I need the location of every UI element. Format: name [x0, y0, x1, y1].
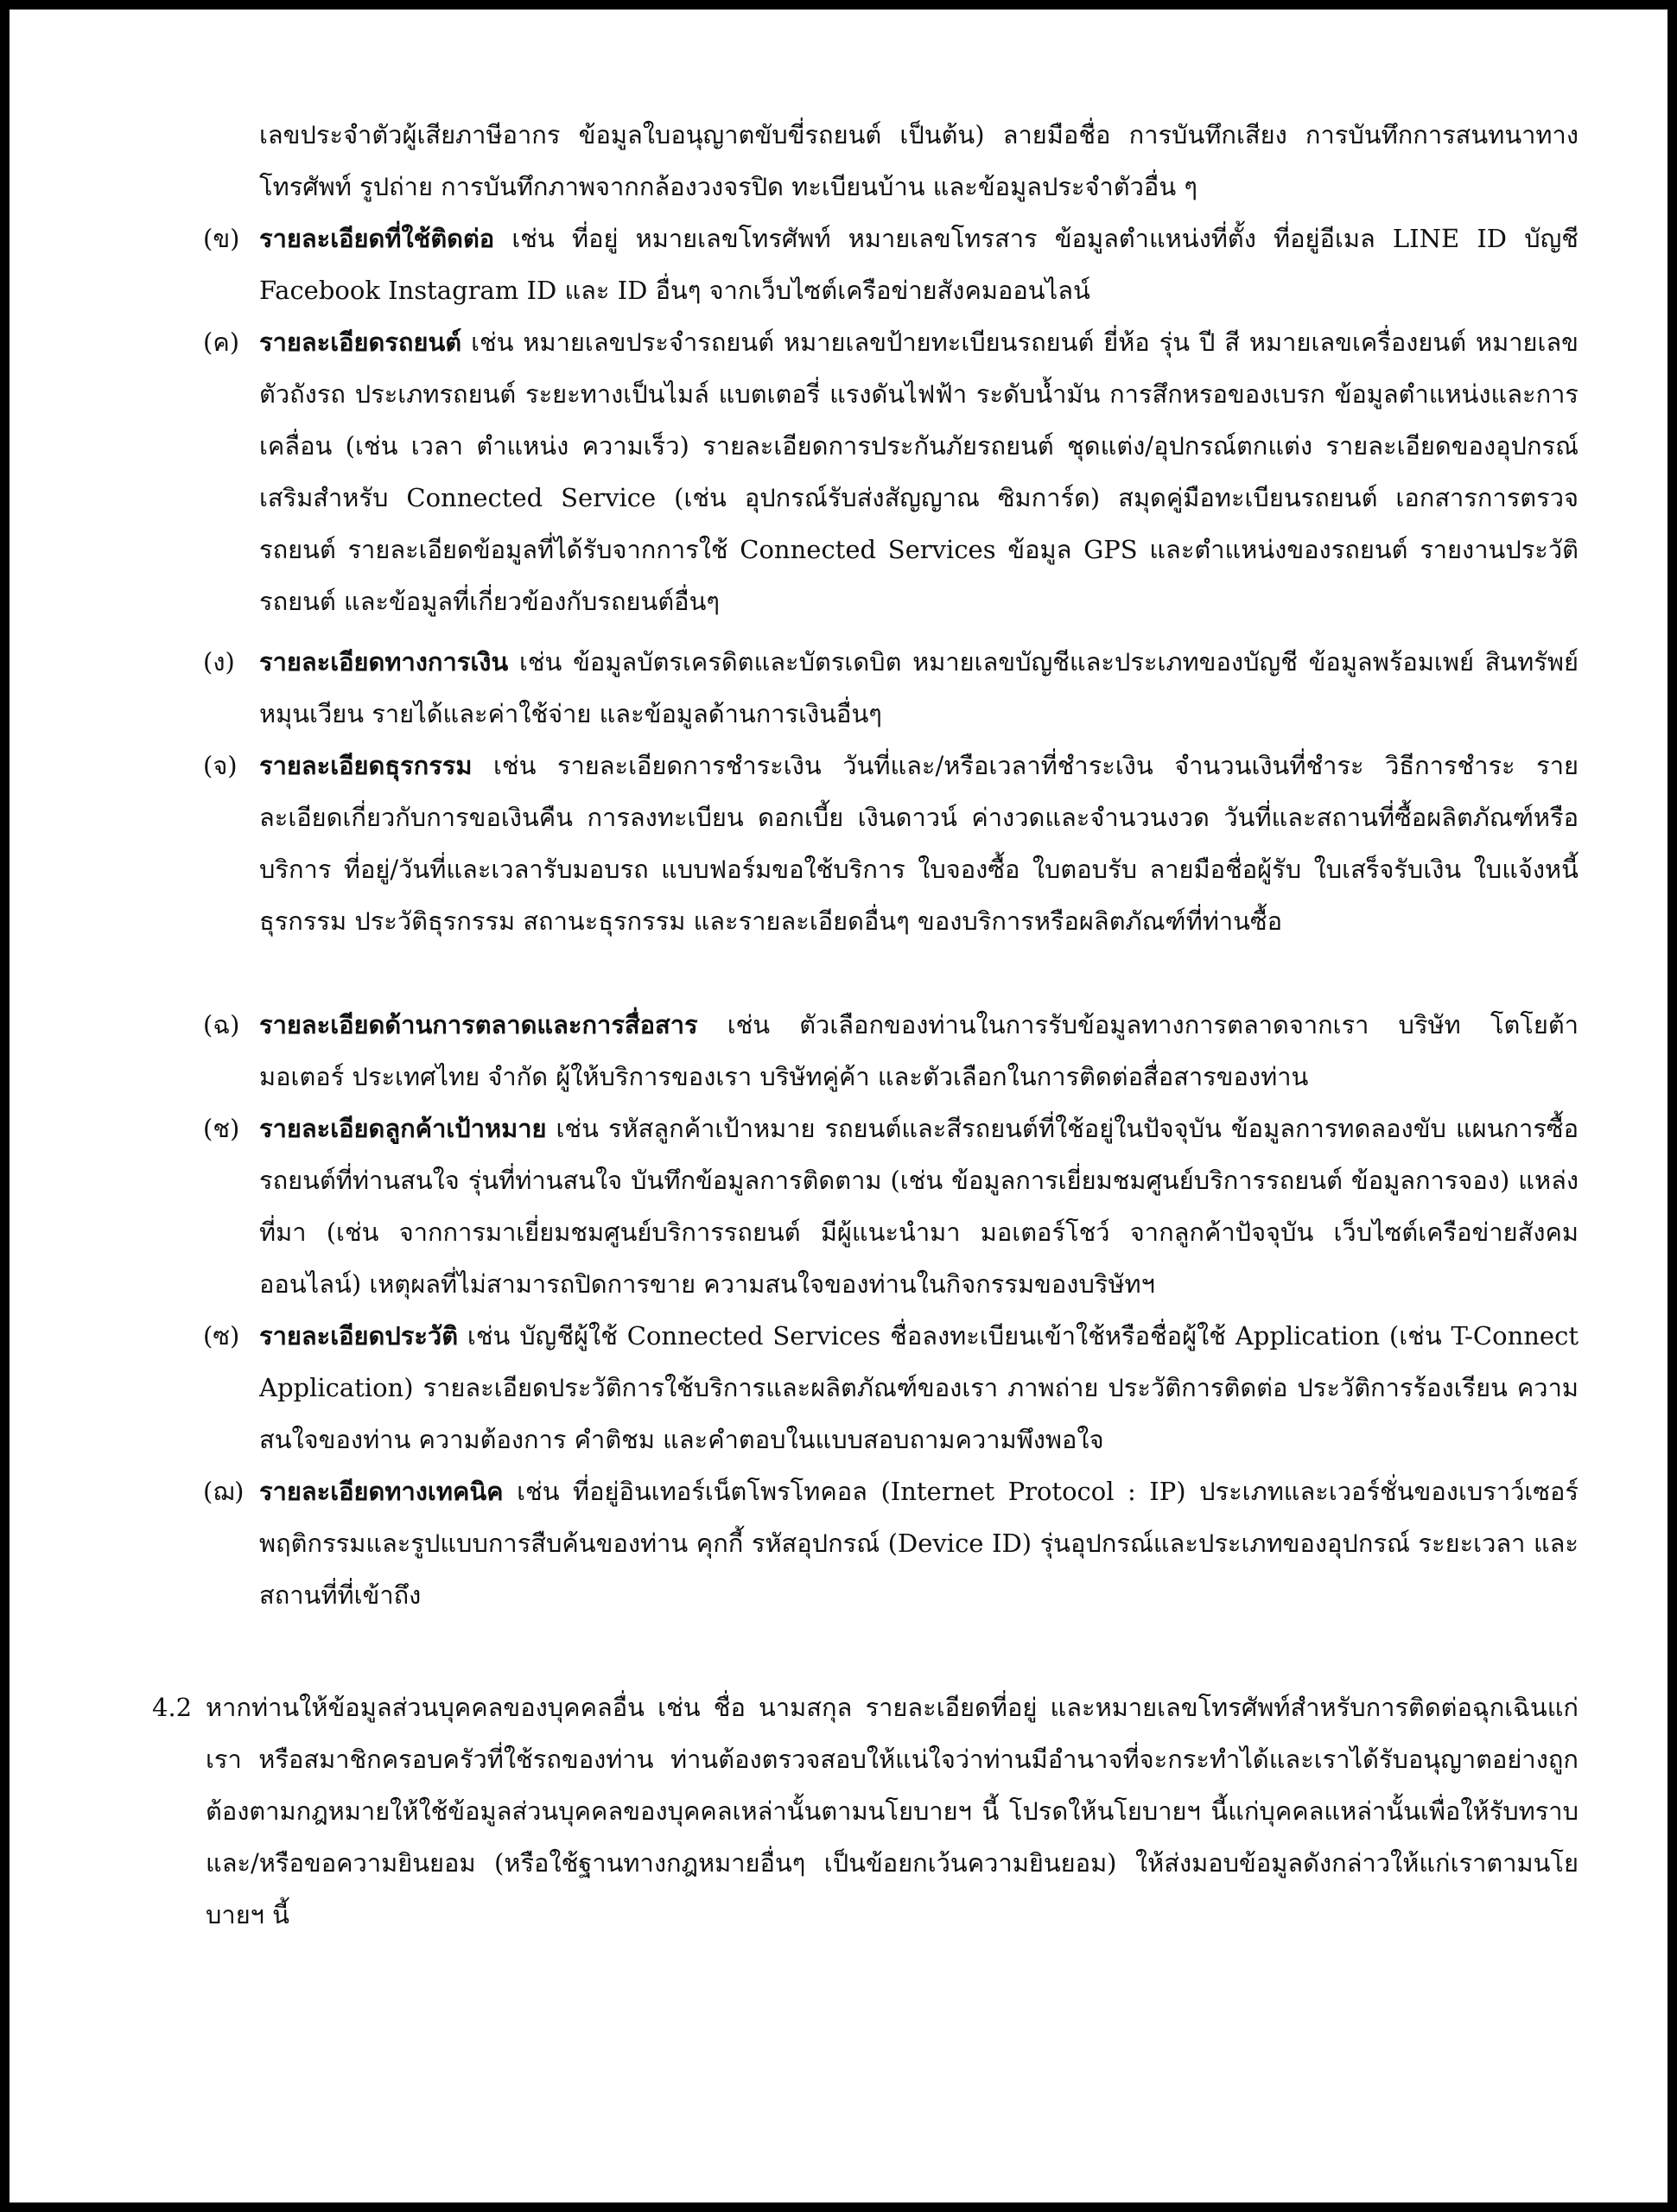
item-body: เช่น รายละเอียดการชำระเงิน วันที่และ/หรือเวลาที่ชำระเงิน จำนวนเงินที่ชำระ วิธีการชำระ รายละเอียดเกี่ยวกับการขอเงินคืน การลงทะเบียน ดอกเบี้ย เงินดาวน์ ค่างวดและจำนวนงวด วันที่และสถานที่ซื้อผลิตภัณฑ์หรือบริการ ที่อยู่/วันที่และเวลารับมอบรถ แบบฟอร์มขอใช้บริการ ใบจองซื้อ ใบตอบรับ ลายมือชื่อผู้รับ ใบเสร็จรับเงิน ใบแจ้งหนี้ ธุรกรรม ประวัติธุรกรรม สถานะธุรกรรม และรายละเอียดอื่นๆ ของบริการหรือผลิตภัณฑ์ที่ท่านซื้อ	[259, 751, 1579, 936]
item-prospect-details	[259, 1103, 1579, 1310]
item-term: รายละเอียดรถยนต์	[259, 327, 462, 357]
item-body: เช่น หมายเลขประจำรถยนต์ หมายเลขป้ายทะเบียนรถยนต์ ยี่ห้อ รุ่น ปี สี หมายเลขเครื่องยนต์ หมายเลขตัวถังรถ ประเภทรถยนต์ ระยะทางเป็นไมล์ แบตเตอรี่ แรงดันไฟฟ้า ระดับน้ำมัน การสึกหรอของเบรก ข้อมูลตำแหน่งและการเคลื่อน (เช่น เวลา ตำแหน่ง ความเร็ว) รายละเอียดการประกันภัยรถยนต์ ชุดแต่ง/อุปกรณ์ตกแต่ง รายละเอียดของอุปกรณ์เสริมสำหรับ Connected Service (เช่น อุปกรณ์รับส่งสัญญาณ ซิมการ์ด) สมุดคู่มือทะเบียนรถยนต์ เอกสารการตรวจรถยนต์ รายละเอียดข้อมูลที่ได้รับจากการใช้ Connected Services ข้อมูล GPS และตำแหน่งของรถยนต์ รายงานประวัติรถยนต์ และข้อมูลที่เกี่ยวข้องกับรถยนต์อื่นๆ	[259, 327, 1579, 616]
item-marker: (ช)	[203, 1114, 240, 1143]
item-marker: (ซ)	[203, 1321, 240, 1351]
item-marker: (ง)	[203, 647, 235, 677]
item-vehicle-details	[259, 316, 1579, 627]
item-term: รายละเอียดทางเทคนิค	[259, 1477, 504, 1506]
item-contact-details	[259, 213, 1579, 316]
item-marker: (จ)	[203, 751, 238, 780]
paragraph-continuation	[259, 109, 1579, 213]
paragraph-body: เลขประจำตัวผู้เสียภาษีอากร ข้อมูลใบอนุญาตขับขี่รถยนต์ เป็นต้น) ลายมือชื่อ การบันทึกเสียง การบันทึกการสนทนาทางโทรศัพท์ รูปถ่าย การบันทึกภาพจากกล้องวงจรปิด ทะเบียนบ้าน และข้อมูลประจำตัวอื่น ๆ	[259, 120, 1579, 201]
item-marketing-details	[259, 999, 1579, 1103]
item-transaction-details	[259, 740, 1579, 947]
item-financial-details	[259, 636, 1579, 740]
item-term: รายละเอียดประวัติ	[259, 1321, 459, 1351]
item-marker: (ข)	[203, 224, 240, 253]
item-body: เช่น ที่อยู่ หมายเลขโทรศัพท์ หมายเลขโทรสาร ข้อมูลตำแหน่งที่ตั้ง ที่อยู่อีเมล LINE ID บัญชี Facebook Instagram ID และ ID อื่นๆ จากเว็บไซต์เครือข่ายสังคมออนไลน์	[259, 224, 1579, 305]
section-number: 4.2	[152, 1693, 193, 1722]
item-body: เช่น ที่อยู่อินเทอร์เน็ตโพรโทคอล (Internet Protocol : IP) ประเภทและเวอร์ชั่นของเบราว์เซอร์ พฤติกรรมและรูปแบบการสืบค้นของท่าน คุกกี้ รหัสอุปกรณ์ (Device ID) รุ่นอุปกรณ์และประเภทของอุปกรณ์ ระยะเวลา และสถานที่ที่เข้าถึง	[259, 1477, 1579, 1610]
item-body: เช่น รหัสลูกค้าเป้าหมาย รถยนต์และสีรถยนต์ที่ใช้อยู่ในปัจจุบัน ข้อมูลการทดลองขับ แผนการซื้อ รถยนต์ที่ท่านสนใจ รุ่นที่ท่านสนใจ บันทึกข้อมูลการติดตาม (เช่น ข้อมูลการเยี่ยมชมศูนย์บริการรถยนต์ ข้อมูลการจอง) แหล่งที่มา (เช่น จากการมาเยี่ยมชมศูนย์บริการรถยนต์ มีผู้แนะนำมา มอเตอร์โชว์ จากลูกค้าปัจจุบัน เว็บไซต์เครือข่ายสังคมออนไลน์) เหตุผลที่ไม่สามารถปิดการขาย ความสนใจของท่านในกิจกรรมของบริษัทฯ	[259, 1114, 1579, 1299]
item-marker: (ฌ)	[203, 1477, 245, 1506]
item-term: รายละเอียดธุรกรรม	[259, 751, 473, 780]
item-term: รายละเอียดด้านการตลาดและการสื่อสาร	[259, 1010, 698, 1039]
section-body: หากท่านให้ข้อมูลส่วนบุคคลของบุคคลอื่น เช่น ชื่อ นามสกุล รายละเอียดที่อยู่ และหมายเลขโทรศัพท์สำหรับการติดต่อฉุกเฉินแก่เรา หรือสมาชิกครอบครัวที่ใช้รถของท่าน ท่านต้องตรวจสอบให้แน่ใจว่าท่านมีอำนาจที่จะกระทำได้และเราได้รับอนุญาตอย่างถูกต้องตามกฎหมายให้ใช้ข้อมูลส่วนบุคคลของบุคคลเหล่านั้นตามนโยบายฯ นี้ โปรดให้นโยบายฯ นี้แก่บุคคลแหล่านั้นเพื่อให้รับทราบและ/หรือขอความยินยอม (หรือใช้ฐานทางกฎหมายอื่นๆ เป็นข้อยกเว้นความยินยอม) ให้ส่งมอบข้อมูลดังกล่าวให้แก่เราตามนโยบายฯ นี้	[206, 1693, 1579, 1929]
item-history-details	[259, 1310, 1579, 1465]
item-term: รายละเอียดทางการเงิน	[259, 647, 509, 677]
item-body: เช่น บัญชีผู้ใช้ Connected Services ชื่อลงทะเบียนเข้าใช้หรือชื่อผู้ใช้ Application (เช่น T-Connect Application) รายละเอียดประวัติการใช้บริการและผลิตภัณฑ์ของเรา ภาพถ่าย ประวัติการติดต่อ ประวัติการร้องเรียน ความสนใจของท่าน ความต้องการ คำติชม และคำตอบในแบบสอบถามความพึงพอใจ	[259, 1321, 1579, 1454]
item-marker: (ฉ)	[203, 1010, 240, 1039]
item-term: รายละเอียดลูกค้าเป้าหมาย	[259, 1114, 547, 1143]
item-term: รายละเอียดที่ใช้ติดต่อ	[259, 224, 495, 253]
item-body: เช่น ข้อมูลบัตรเครดิตและบัตรเดบิต หมายเลขบัญชีและประเภทของบัญชี ข้อมูลพร้อมเพย์ สินทรัพย์หมุนเวียน รายได้และค่าใช้จ่าย และข้อมูลด้านการเงินอื่นๆ	[259, 647, 1579, 728]
item-marker: (ค)	[203, 327, 240, 357]
item-body: เช่น ตัวเลือกของท่านในการรับข้อมูลทางการตลาดจากเรา บริษัท โตโยต้า มอเตอร์ ประเทศไทย จำกัด ผู้ให้บริการของเรา บริษัทคู่ค้า และตัวเลือกในการติดต่อสื่อสารของท่าน	[259, 1010, 1579, 1091]
item-technical-details	[259, 1465, 1579, 1621]
section-paragraph	[206, 1681, 1579, 1941]
